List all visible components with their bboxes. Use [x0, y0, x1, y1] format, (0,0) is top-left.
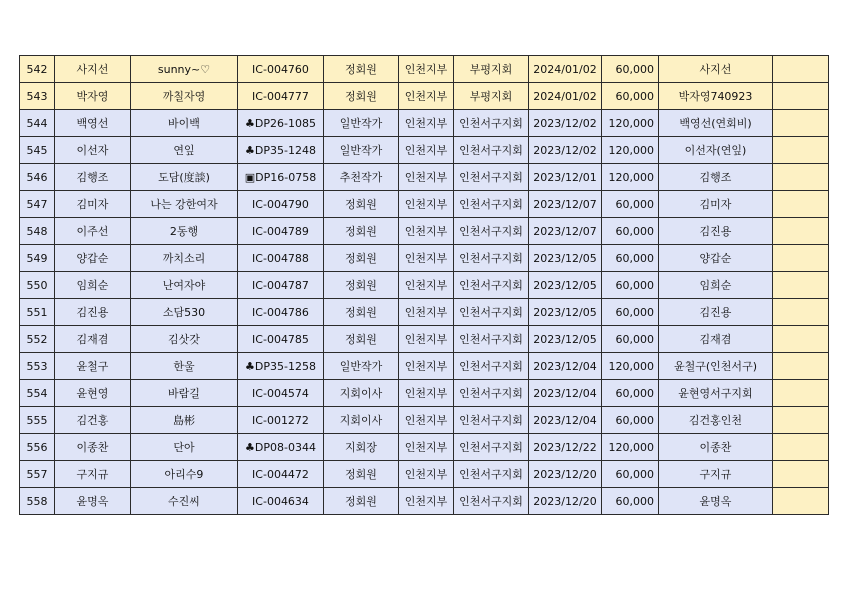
nickname-cell[interactable]: 수진씨 [131, 488, 238, 515]
member-grade-cell[interactable]: 정회원 [324, 326, 399, 353]
amount-cell[interactable]: 60,000 [602, 299, 659, 326]
table-row [20, 461, 829, 488]
memo-cell[interactable] [773, 110, 829, 137]
depositor-cell[interactable]: 김행조 [659, 164, 773, 191]
member-id-cell[interactable]: ♣DP26-1085 [238, 110, 324, 137]
chapter-cell[interactable]: 인천서구지회 [454, 407, 529, 434]
amount-cell[interactable]: 60,000 [602, 218, 659, 245]
member-id-cell[interactable]: ▣DP16-0758 [238, 164, 324, 191]
branch-cell[interactable]: 인천지부 [399, 137, 454, 164]
member-id-cell[interactable]: IC-004777 [238, 83, 324, 110]
payment-date-cell[interactable]: 2023/12/04 [529, 380, 602, 407]
row-number-cell[interactable]: 548 [20, 218, 55, 245]
payment-date-cell[interactable]: 2023/12/20 [529, 488, 602, 515]
member-name-cell[interactable]: 박자영 [55, 83, 131, 110]
table-row [20, 137, 829, 164]
member-id-cell[interactable]: IC-004785 [238, 326, 324, 353]
amount-cell[interactable]: 60,000 [602, 191, 659, 218]
table-row [20, 353, 829, 380]
depositor-cell[interactable]: 김건홍인천 [659, 407, 773, 434]
member-grade-cell[interactable]: 정회원 [324, 218, 399, 245]
member-name-cell[interactable]: 이주선 [55, 218, 131, 245]
table-row [20, 407, 829, 434]
member-grade-cell[interactable]: 지회이사 [324, 407, 399, 434]
member-name-cell[interactable]: 임희순 [55, 272, 131, 299]
table-row [20, 272, 829, 299]
table-row [20, 191, 829, 218]
member-name-cell[interactable]: 윤현영 [55, 380, 131, 407]
payment-date-cell[interactable]: 2023/12/07 [529, 191, 602, 218]
branch-cell[interactable]: 인천지부 [399, 56, 454, 83]
row-number-cell[interactable]: 547 [20, 191, 55, 218]
amount-cell[interactable]: 120,000 [602, 137, 659, 164]
memo-cell[interactable] [773, 164, 829, 191]
depositor-cell[interactable]: 박자영740923 [659, 83, 773, 110]
depositor-cell[interactable]: 사지선 [659, 56, 773, 83]
member-grade-cell[interactable]: 일반작가 [324, 110, 399, 137]
member-name-cell[interactable]: 김미자 [55, 191, 131, 218]
nickname-cell[interactable]: 연잎 [131, 137, 238, 164]
depositor-cell[interactable]: 이종찬 [659, 434, 773, 461]
chapter-cell[interactable]: 인천서구지회 [454, 380, 529, 407]
member-id-cell[interactable]: IC-004786 [238, 299, 324, 326]
amount-cell[interactable]: 60,000 [602, 461, 659, 488]
branch-cell[interactable]: 인천지부 [399, 353, 454, 380]
branch-cell[interactable]: 인천지부 [399, 380, 454, 407]
chapter-cell[interactable]: 인천서구지회 [454, 110, 529, 137]
nickname-cell[interactable]: 나는 강한여자 [131, 191, 238, 218]
row-number-cell[interactable]: 544 [20, 110, 55, 137]
branch-cell[interactable]: 인천지부 [399, 299, 454, 326]
member-name-cell[interactable]: 백영선 [55, 110, 131, 137]
chapter-cell[interactable]: 인천서구지회 [454, 488, 529, 515]
table-body [20, 56, 829, 515]
amount-cell[interactable]: 60,000 [602, 488, 659, 515]
amount-cell[interactable]: 60,000 [602, 272, 659, 299]
payment-date-cell[interactable]: 2023/12/04 [529, 353, 602, 380]
member-grade-cell[interactable]: 지회이사 [324, 380, 399, 407]
branch-cell[interactable]: 인천지부 [399, 326, 454, 353]
member-grade-cell[interactable]: 추천작가 [324, 164, 399, 191]
branch-cell[interactable]: 인천지부 [399, 164, 454, 191]
member-grade-cell[interactable]: 정회원 [324, 272, 399, 299]
row-number-cell[interactable]: 550 [20, 272, 55, 299]
depositor-cell[interactable]: 임희순 [659, 272, 773, 299]
payment-date-cell[interactable]: 2023/12/22 [529, 434, 602, 461]
depositor-cell[interactable]: 김미자 [659, 191, 773, 218]
member-grade-cell[interactable]: 정회원 [324, 245, 399, 272]
member-id-cell[interactable]: ♣DP08-0344 [238, 434, 324, 461]
depositor-cell[interactable]: 윤현영서구지회 [659, 380, 773, 407]
table-row [20, 164, 829, 191]
chapter-cell[interactable]: 인천서구지회 [454, 353, 529, 380]
chapter-cell[interactable]: 인천서구지회 [454, 299, 529, 326]
member-id-cell[interactable]: IC-004788 [238, 245, 324, 272]
amount-cell[interactable]: 120,000 [602, 434, 659, 461]
member-grade-cell[interactable]: 정회원 [324, 83, 399, 110]
row-number-cell[interactable]: 557 [20, 461, 55, 488]
chapter-cell[interactable]: 인천서구지회 [454, 245, 529, 272]
depositor-cell[interactable]: 김진용 [659, 299, 773, 326]
branch-cell[interactable]: 인천지부 [399, 407, 454, 434]
table-row [20, 434, 829, 461]
member-name-cell[interactable]: 구지규 [55, 461, 131, 488]
memo-cell[interactable] [773, 353, 829, 380]
nickname-cell[interactable]: 까칠자영 [131, 83, 238, 110]
depositor-cell[interactable]: 김진용 [659, 218, 773, 245]
member-id-cell[interactable]: IC-004760 [238, 56, 324, 83]
member-grade-cell[interactable]: 일반작가 [324, 137, 399, 164]
member-grade-cell[interactable]: 정회원 [324, 488, 399, 515]
row-number-cell[interactable]: 546 [20, 164, 55, 191]
chapter-cell[interactable]: 인천서구지회 [454, 218, 529, 245]
member-name-cell[interactable]: 이종찬 [55, 434, 131, 461]
table-row [20, 488, 829, 515]
row-number-cell[interactable]: 543 [20, 83, 55, 110]
amount-cell[interactable]: 60,000 [602, 380, 659, 407]
amount-cell[interactable]: 60,000 [602, 245, 659, 272]
branch-cell[interactable]: 인천지부 [399, 191, 454, 218]
depositor-cell[interactable]: 양갑순 [659, 245, 773, 272]
row-number-cell[interactable]: 545 [20, 137, 55, 164]
member-name-cell[interactable]: 윤명옥 [55, 488, 131, 515]
member-id-cell[interactable]: ♣DP35-1258 [238, 353, 324, 380]
amount-cell[interactable]: 120,000 [602, 110, 659, 137]
member-grade-cell[interactable]: 정회원 [324, 191, 399, 218]
memo-cell[interactable] [773, 326, 829, 353]
amount-cell[interactable]: 60,000 [602, 56, 659, 83]
chapter-cell[interactable]: 인천서구지회 [454, 137, 529, 164]
depositor-cell[interactable]: 이선자(연잎) [659, 137, 773, 164]
member-id-cell[interactable]: IC-004634 [238, 488, 324, 515]
nickname-cell[interactable]: 까치소리 [131, 245, 238, 272]
row-number-cell[interactable]: 551 [20, 299, 55, 326]
memo-cell[interactable] [773, 191, 829, 218]
member-id-cell[interactable]: IC-004790 [238, 191, 324, 218]
branch-cell[interactable]: 인천지부 [399, 272, 454, 299]
table-row [20, 83, 829, 110]
table-row [20, 326, 829, 353]
chapter-cell[interactable]: 인천서구지회 [454, 164, 529, 191]
payment-date-cell[interactable]: 2024/01/02 [529, 83, 602, 110]
memo-cell[interactable] [773, 245, 829, 272]
table-row [20, 110, 829, 137]
member-name-cell[interactable]: 김행조 [55, 164, 131, 191]
spreadsheet-table [19, 55, 829, 515]
member-grade-cell[interactable]: 일반작가 [324, 353, 399, 380]
memo-cell[interactable] [773, 56, 829, 83]
table-row [20, 56, 829, 83]
nickname-cell[interactable]: 김삿갓 [131, 326, 238, 353]
nickname-cell[interactable]: 한울 [131, 353, 238, 380]
row-number-cell[interactable]: 549 [20, 245, 55, 272]
member-id-cell[interactable]: IC-004787 [238, 272, 324, 299]
nickname-cell[interactable]: 아리수9 [131, 461, 238, 488]
amount-cell[interactable]: 60,000 [602, 326, 659, 353]
member-grade-cell[interactable]: 정회원 [324, 56, 399, 83]
nickname-cell[interactable]: sunny~♡ [131, 56, 238, 83]
nickname-cell[interactable]: 바이백 [131, 110, 238, 137]
chapter-cell[interactable]: 인천서구지회 [454, 191, 529, 218]
memo-cell[interactable] [773, 137, 829, 164]
depositor-cell[interactable]: 구지규 [659, 461, 773, 488]
chapter-cell[interactable]: 인천서구지회 [454, 461, 529, 488]
memo-cell[interactable] [773, 488, 829, 515]
depositor-cell[interactable]: 윤명옥 [659, 488, 773, 515]
memo-cell[interactable] [773, 461, 829, 488]
chapter-cell[interactable]: 인천서구지회 [454, 272, 529, 299]
table-row [20, 380, 829, 407]
payment-date-cell[interactable]: 2023/12/20 [529, 461, 602, 488]
row-number-cell[interactable]: 558 [20, 488, 55, 515]
payment-date-cell[interactable]: 2023/12/07 [529, 218, 602, 245]
row-number-cell[interactable]: 542 [20, 56, 55, 83]
chapter-cell[interactable]: 부평지회 [454, 56, 529, 83]
depositor-cell[interactable]: 김재겸 [659, 326, 773, 353]
member-name-cell[interactable]: 양갑순 [55, 245, 131, 272]
branch-cell[interactable]: 인천지부 [399, 218, 454, 245]
memo-cell[interactable] [773, 380, 829, 407]
nickname-cell[interactable]: 島彬 [131, 407, 238, 434]
memo-cell[interactable] [773, 407, 829, 434]
payment-date-cell[interactable]: 2023/12/01 [529, 164, 602, 191]
row-number-cell[interactable]: 556 [20, 434, 55, 461]
payment-date-cell[interactable]: 2023/12/04 [529, 407, 602, 434]
memo-cell[interactable] [773, 434, 829, 461]
member-grade-cell[interactable]: 지회장 [324, 434, 399, 461]
table-row [20, 299, 829, 326]
branch-cell[interactable]: 인천지부 [399, 245, 454, 272]
member-name-cell[interactable]: 김진용 [55, 299, 131, 326]
chapter-cell[interactable]: 부평지회 [454, 83, 529, 110]
table-row [20, 218, 829, 245]
payment-date-cell[interactable]: 2023/12/05 [529, 299, 602, 326]
member-grade-cell[interactable]: 정회원 [324, 461, 399, 488]
member-name-cell[interactable]: 이선자 [55, 137, 131, 164]
amount-cell[interactable]: 120,000 [602, 164, 659, 191]
nickname-cell[interactable]: 바람길 [131, 380, 238, 407]
nickname-cell[interactable]: 소담530 [131, 299, 238, 326]
member-id-cell[interactable]: IC-004472 [238, 461, 324, 488]
table-row [20, 245, 829, 272]
member-name-cell[interactable]: 김건홍 [55, 407, 131, 434]
branch-cell[interactable]: 인천지부 [399, 110, 454, 137]
branch-cell[interactable]: 인천지부 [399, 488, 454, 515]
nickname-cell[interactable]: 단아 [131, 434, 238, 461]
row-number-cell[interactable]: 552 [20, 326, 55, 353]
member-id-cell[interactable]: ♣DP35-1248 [238, 137, 324, 164]
payment-date-cell[interactable]: 2023/12/05 [529, 272, 602, 299]
memo-cell[interactable] [773, 299, 829, 326]
row-number-cell[interactable]: 555 [20, 407, 55, 434]
branch-cell[interactable]: 인천지부 [399, 434, 454, 461]
payment-date-cell[interactable]: 2023/12/02 [529, 110, 602, 137]
branch-cell[interactable]: 인천지부 [399, 83, 454, 110]
member-name-cell[interactable]: 사지선 [55, 56, 131, 83]
row-number-cell[interactable]: 554 [20, 380, 55, 407]
amount-cell[interactable]: 60,000 [602, 407, 659, 434]
payment-date-cell[interactable]: 2023/12/02 [529, 137, 602, 164]
member-id-cell[interactable]: IC-004574 [238, 380, 324, 407]
nickname-cell[interactable]: 난여자야 [131, 272, 238, 299]
member-name-cell[interactable]: 김재겸 [55, 326, 131, 353]
memo-cell[interactable] [773, 218, 829, 245]
branch-cell[interactable]: 인천지부 [399, 461, 454, 488]
row-number-cell[interactable]: 553 [20, 353, 55, 380]
chapter-cell[interactable]: 인천서구지회 [454, 434, 529, 461]
nickname-cell[interactable]: 2동행 [131, 218, 238, 245]
payment-date-cell[interactable]: 2023/12/05 [529, 245, 602, 272]
member-name-cell[interactable]: 윤철구 [55, 353, 131, 380]
amount-cell[interactable]: 120,000 [602, 353, 659, 380]
nickname-cell[interactable]: 도담(度談) [131, 164, 238, 191]
member-id-cell[interactable]: IC-001272 [238, 407, 324, 434]
memo-cell[interactable] [773, 272, 829, 299]
member-grade-cell[interactable]: 정회원 [324, 299, 399, 326]
payment-date-cell[interactable]: 2023/12/05 [529, 326, 602, 353]
depositor-cell[interactable]: 윤철구(인천서구) [659, 353, 773, 380]
payment-date-cell[interactable]: 2024/01/02 [529, 56, 602, 83]
memo-cell[interactable] [773, 83, 829, 110]
chapter-cell[interactable]: 인천서구지회 [454, 326, 529, 353]
member-id-cell[interactable]: IC-004789 [238, 218, 324, 245]
depositor-cell[interactable]: 백영선(연회비) [659, 110, 773, 137]
amount-cell[interactable]: 60,000 [602, 83, 659, 110]
